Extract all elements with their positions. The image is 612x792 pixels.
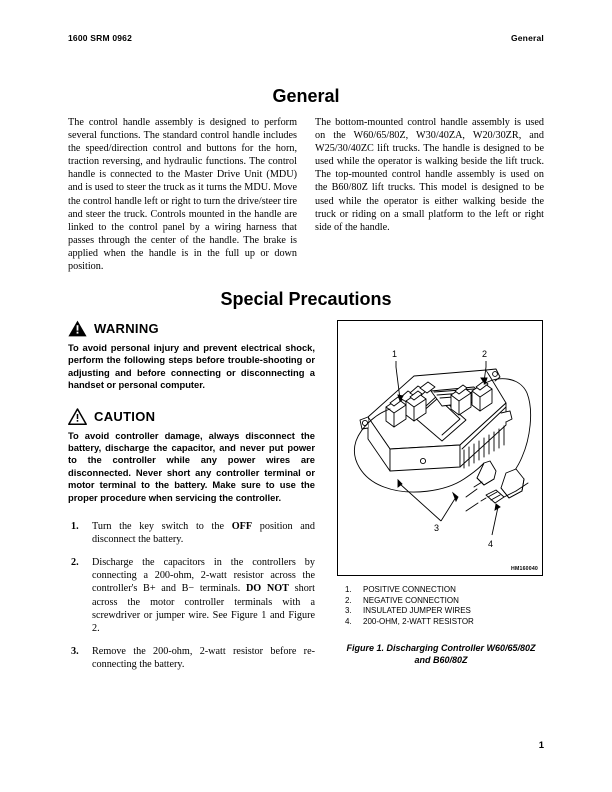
warning-heading xyxy=(68,320,315,337)
procedure-step xyxy=(68,645,315,671)
intro-paragraph-right: The bottom-mounted control handle assembly is used on the W60/65/80Z, W30/40ZA, W20/30ZR, and W25/30/40ZC lift trucks. The handle is designed to be used while the operator is walking beside the lift truck. The top-mounted control handle assembly is used on the B60/80Z lift trucks. This model is designed to be used while the operator is either walking beside the truck or riding on a small platform to the left or right side of the handle. xyxy=(315,117,544,233)
header-document-id: 1600 SRM 0962 xyxy=(68,33,133,43)
step-text: Turn the key switch to the OFF position and disconnect the battery. xyxy=(92,521,315,546)
figure-caption-line-1: Figure 1. Discharging Controller W60/65/80Z and xyxy=(346,643,536,666)
caution-heading xyxy=(68,408,315,425)
figure-legend-number: 2. xyxy=(345,595,352,605)
step-text: Discharge the capacitors in the controllers by connecting a 200-ohm, 2-watt resistor across the controller's B+ and B− terminals. DO NOT short across the motor controller terminals with a screwdriver or jumper wire. See Figure 1 and Figure 2. xyxy=(92,557,316,634)
procedure-step xyxy=(68,556,315,635)
figure-legend-item xyxy=(345,596,545,607)
step-number: 2. xyxy=(71,557,79,569)
figure-legend-label: NEGATIVE CONNECTION xyxy=(363,595,459,605)
figure-caption-line-2: B60/80Z xyxy=(433,655,468,666)
figure-image-frame xyxy=(337,320,543,576)
figure-caption xyxy=(337,642,545,666)
figure-legend-number: 4. xyxy=(345,616,352,626)
figure-legend-label: POSITIVE CONNECTION xyxy=(363,585,456,594)
figure-legend-number: 3. xyxy=(345,606,352,616)
intro-paragraph-left: The control handle assembly is designed to perform several functions. The standard control handle includes the speed/direction control and buttons for the horn, traction reversing, and hydraulic functions. The control handle is connected to the Master Drive Unit (MDU) and is used to steer the truck as it turns the MDU. Move the control handle left or right to turn the drive/steer tire and steer the truck. Controls mounted in the handle are linked to the control panel by a wiring harness that passes through the center of the handle. The brake is applied when the handle is in the full up or down position. xyxy=(68,117,297,273)
page-title-general: General xyxy=(272,86,340,106)
page-title-special-precautions: Special Precautions xyxy=(220,289,392,309)
warning-block xyxy=(68,320,315,392)
step-number: 1. xyxy=(71,521,79,533)
figure-1 xyxy=(337,320,545,666)
callout-2: 2 xyxy=(482,349,488,359)
callout-3: 3 xyxy=(434,523,440,533)
step-number: 3. xyxy=(71,645,79,657)
figure-reference-code: HM160040 xyxy=(511,566,538,572)
figure-legend-label: 200-OHM, 2-WATT RESISTOR xyxy=(363,616,474,626)
figure-legend-item xyxy=(345,617,545,628)
running-header xyxy=(68,33,544,43)
caution-triangle-outline-icon xyxy=(68,408,87,425)
controller-illustration xyxy=(338,321,542,575)
step-text: Remove the 200-ohm, 2-watt resistor before re-connecting the battery. xyxy=(92,645,315,670)
figure-legend-label: INSULATED JUMPER WIRES xyxy=(363,606,471,616)
intro-column-right xyxy=(315,116,544,234)
caution-block xyxy=(68,408,315,504)
caution-label: CAUTION xyxy=(94,408,156,424)
warning-triangle-filled-icon xyxy=(68,320,87,337)
callout-1: 1 xyxy=(392,349,398,359)
figure-legend xyxy=(337,585,545,627)
header-section-name: General xyxy=(510,33,544,43)
precautions-column xyxy=(68,320,315,681)
caution-text: To avoid controller damage, always disconnect the battery, discharge the capacitor, and never put power to the controller while any power wires are disconnected. Never short any controller terminal or motor terminal to the battery. Make sure to use the proper procedure when servicing the controller. xyxy=(68,429,315,503)
figure-legend-item xyxy=(345,606,545,617)
warning-label: WARNING xyxy=(94,321,159,336)
callout-4: 4 xyxy=(488,539,494,549)
figure-legend-number: 1. xyxy=(345,585,352,594)
procedure-steps xyxy=(68,520,315,671)
intro-column-left xyxy=(68,116,297,273)
figure-legend-item xyxy=(345,585,545,596)
procedure-step xyxy=(68,520,315,546)
page-number: 1 xyxy=(538,740,544,751)
warning-text: To avoid personal injury and prevent electrical shock, perform the following steps before trouble-shooting or adjusting and before connecting or disconnecting a handset or personal computer. xyxy=(68,342,315,391)
